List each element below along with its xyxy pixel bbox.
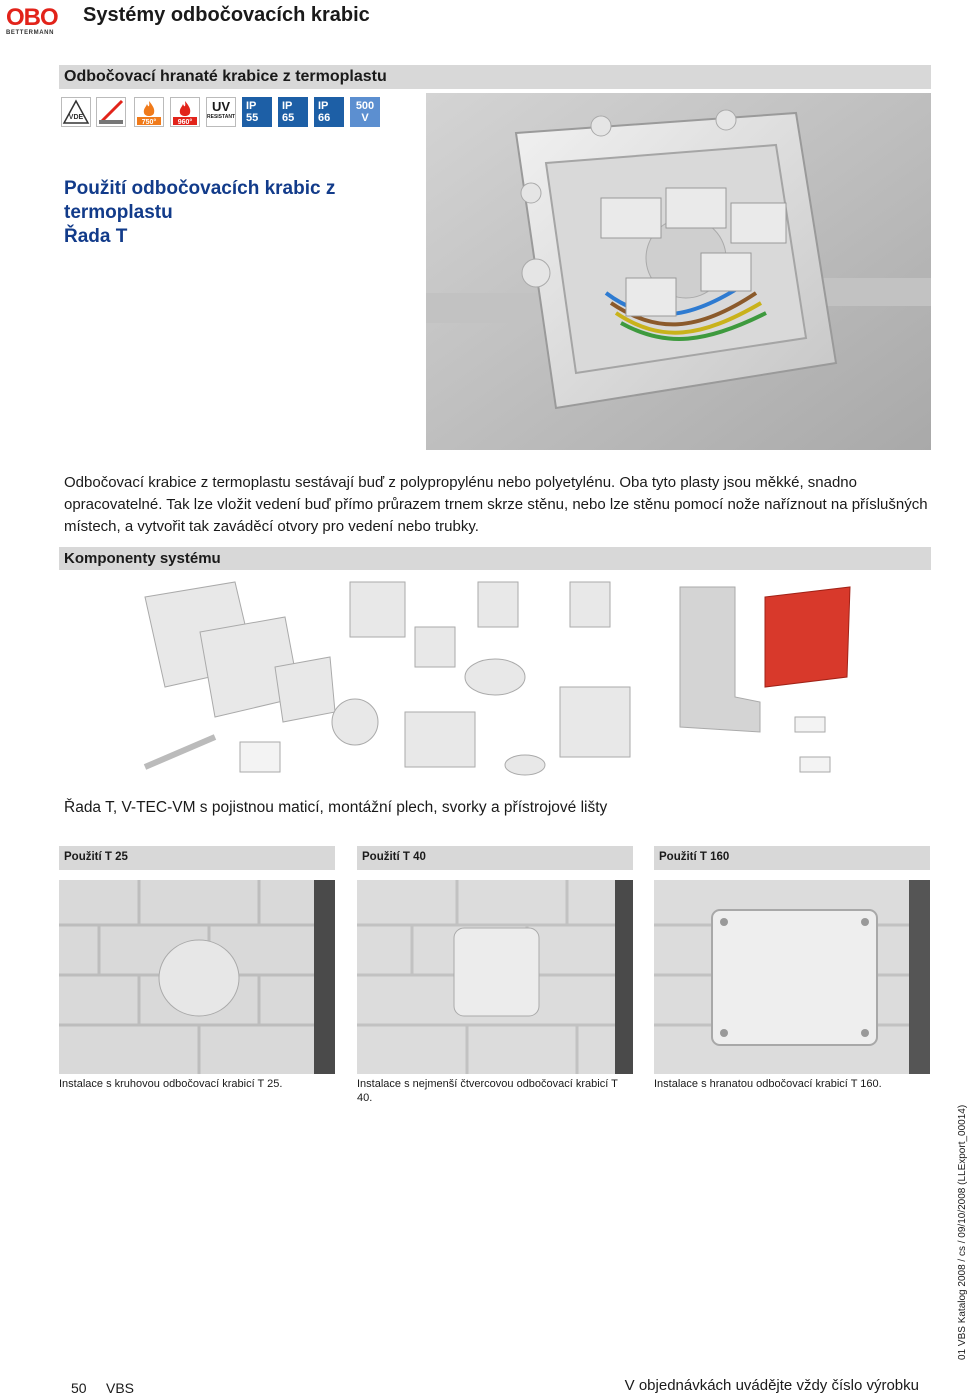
use-caption-t25: Instalace s kruhovou odbočovací krabicí T 25. xyxy=(59,1078,283,1090)
section-subtitle: Použití odbočovacích krabic z termoplastu Řada T xyxy=(64,178,336,247)
t25-installation-photo xyxy=(59,880,335,1074)
t160-installation-photo xyxy=(654,880,930,1074)
section-bar-product xyxy=(59,65,931,89)
t40-installation-photo xyxy=(357,880,633,1074)
use-title: Použití T 160 xyxy=(659,851,730,863)
use-bar-t25 xyxy=(59,846,335,870)
components-caption: Řada T, V-TEC-VM s pojistnou maticí, montážní plech, svorky a přístrojové lišty xyxy=(64,799,608,816)
page-title: Systémy odbočovacích krabic xyxy=(83,4,370,26)
description-paragraph: Odbočovací krabice z termoplastu sestávají buď z polypropylénu nebo polyetylénu. Oba tyto plasty jsou měkké, snadno opracovatelné. Tak lze vložit vedení buď přímo průrazem trnem skrze stěnu, nebo lze stěnu pomocí nože naříznout na příslušných místech, a vytvořit tak zaváděcí otvory pro vedení nebo trubky. xyxy=(64,474,928,535)
glow-wire-750-icon xyxy=(134,97,164,127)
svg-text:750°: 750° xyxy=(141,119,157,126)
catalog-side-note: 01 VBS Katalog 2008 / cs / 09/10/2008 (LLExport_00014) xyxy=(957,1104,968,1360)
section-title: Komponenty systému xyxy=(64,550,221,567)
vde-icon xyxy=(61,97,91,127)
use-bar-t160 xyxy=(654,846,930,870)
page-number: 50 xyxy=(71,1380,87,1396)
use-title: Použití T 25 xyxy=(64,851,128,863)
ip66-icon: IP 66 xyxy=(314,97,344,127)
ip65-icon: IP 65 xyxy=(278,97,308,127)
halogen-free-icon xyxy=(96,97,126,127)
use-title: Použití T 40 xyxy=(362,851,426,863)
footer-note: V objednávkách uvádějte vždy číslo výrobku xyxy=(624,1377,919,1394)
use-caption-t160: Instalace s hranatou odbočovací krabicí T 160. xyxy=(654,1078,882,1090)
use-bar-t40 xyxy=(357,846,633,870)
svg-text:960°: 960° xyxy=(177,119,193,126)
section-bar-components xyxy=(59,547,931,570)
logo-text: OBO xyxy=(6,4,58,31)
junction-box-photo xyxy=(426,93,931,450)
section-title: Odbočovací hranaté krabice z termoplastu xyxy=(64,68,387,85)
obo-logo xyxy=(6,6,60,36)
svg-text:VDE: VDE xyxy=(68,114,84,121)
glow-wire-960-icon xyxy=(170,97,200,127)
ip55-icon: IP 55 xyxy=(242,97,272,127)
system-components-photo xyxy=(135,577,855,787)
uv-resistant-icon: UV RESISTANT xyxy=(206,97,236,127)
vde-triangle-icon xyxy=(62,98,90,126)
voltage-500-icon: 500 V xyxy=(350,97,380,127)
page-section: VBS xyxy=(106,1380,135,1396)
logo-subtext: BETTERMANN xyxy=(6,30,54,36)
use-caption-t40: Instalace s nejmenší čtvercovou odbočovací krabicí T 40. xyxy=(357,1078,618,1104)
